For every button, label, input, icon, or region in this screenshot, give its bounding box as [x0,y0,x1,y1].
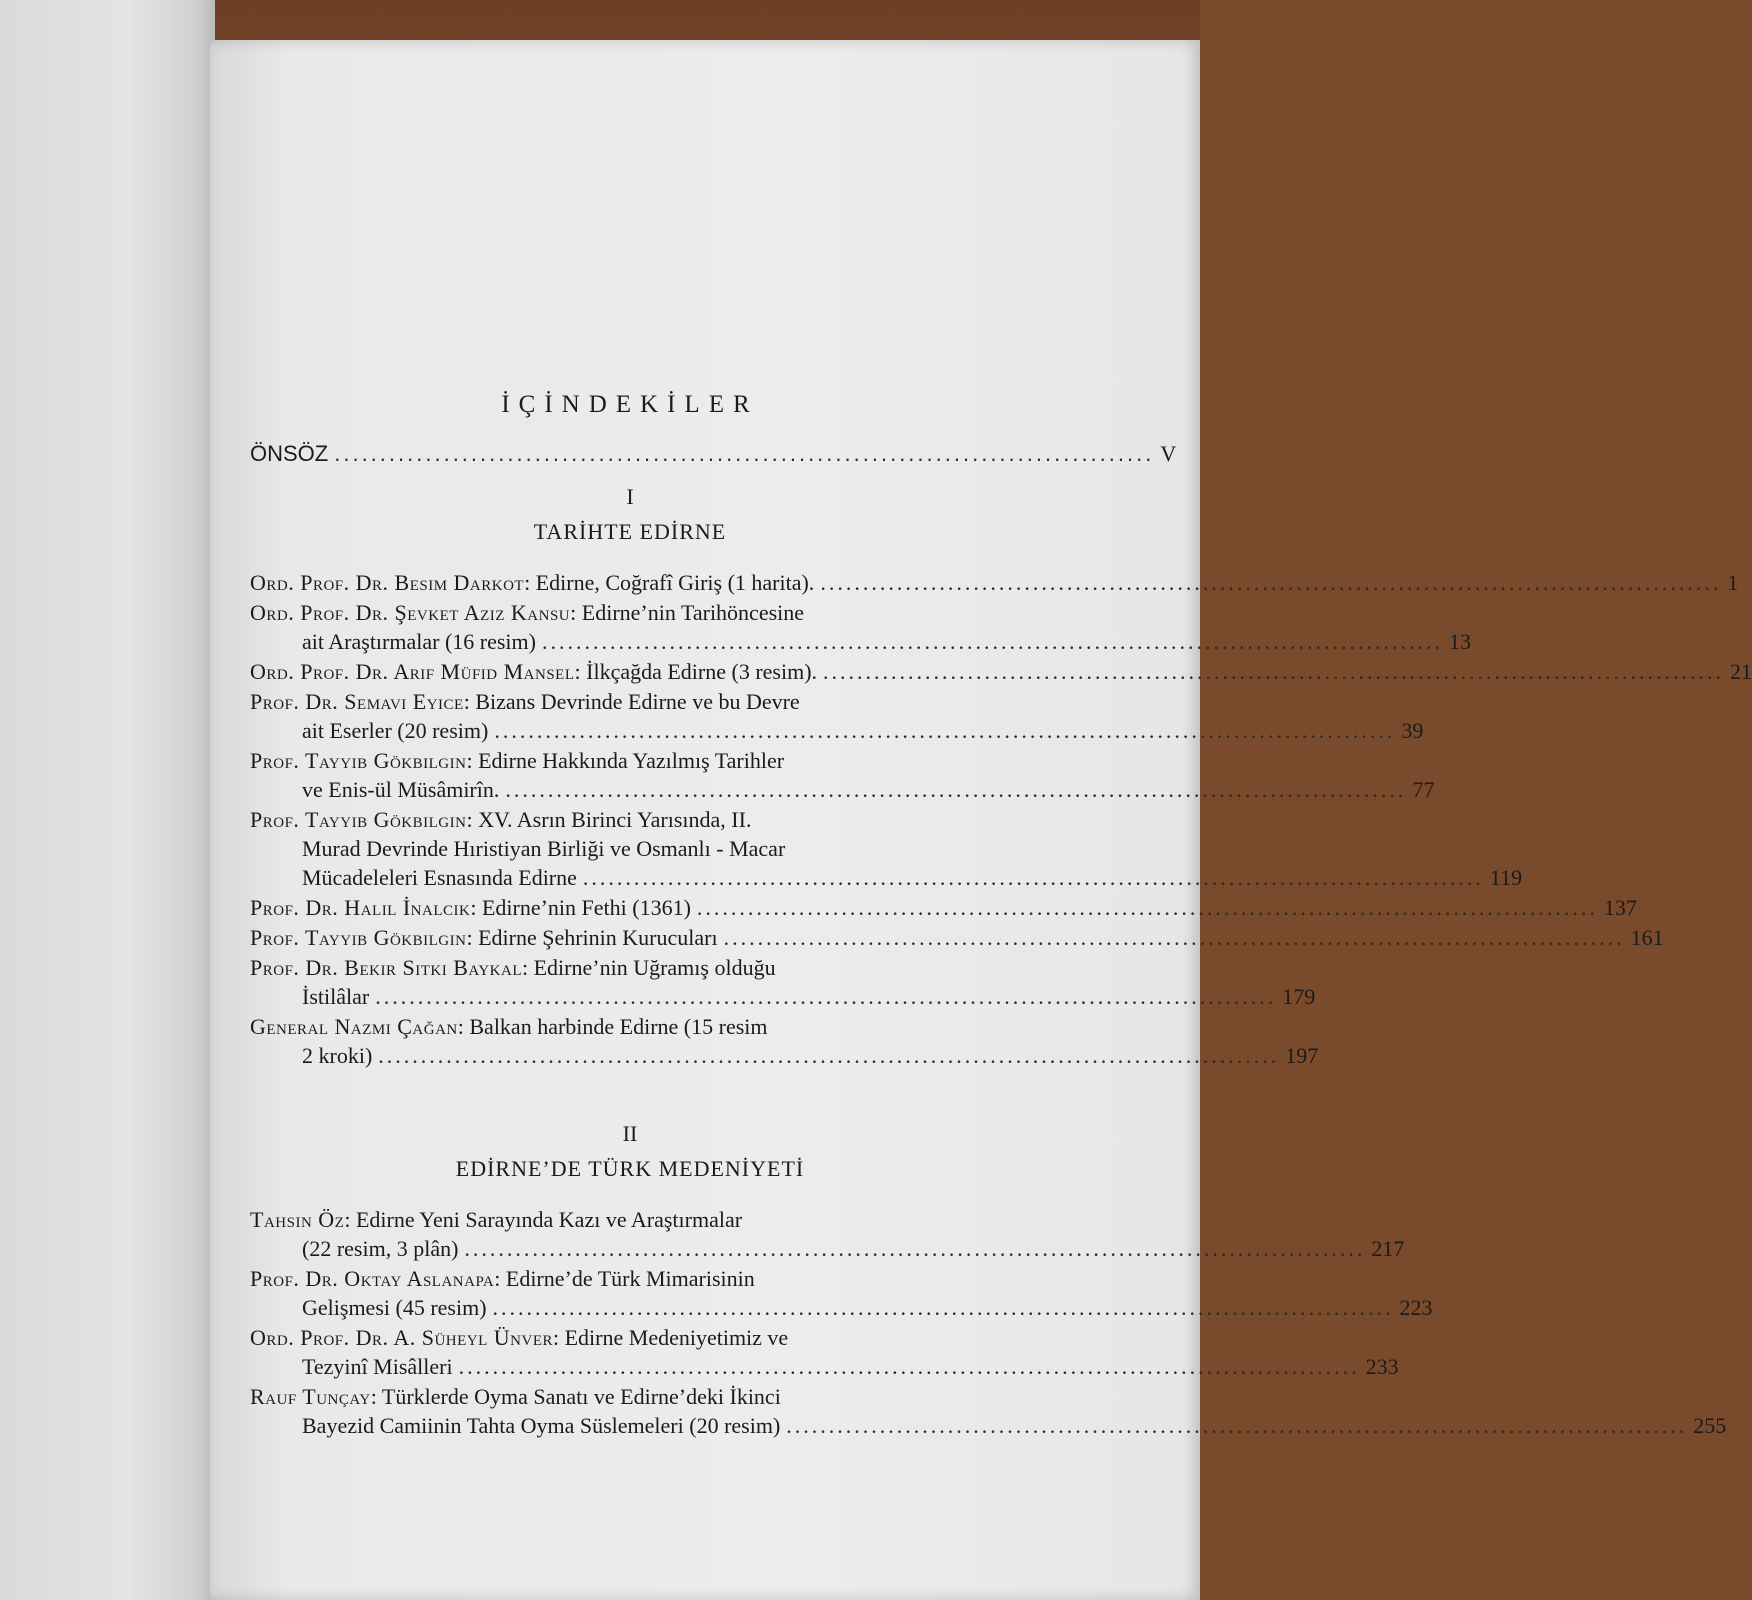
toc-entry-line [250,775,1435,804]
toc-entry-line [250,687,1010,716]
entry-text [302,1352,453,1381]
entry-author: Rauf Tunçay [250,1384,371,1409]
entry-text [250,805,751,834]
entry-page: 179 [1282,984,1316,1009]
entry-text [302,627,536,656]
toc-entry-line [250,1293,1433,1322]
entry-title-part: : Edirne Şehrinin Kurucuları [466,925,718,950]
entry-page: 13 [1448,629,1471,654]
leader-dots: .......................................................................................................... [464,1236,1366,1261]
entry-text [302,1411,780,1440]
toc-entry [250,746,1435,804]
entry-title-part: : Edirne Yeni Sarayında Kazı ve Araştırmalar [344,1207,743,1232]
leader-dots: .......................................................................................... [334,441,1155,466]
toc-entry-line [250,923,1664,952]
entry-author: Prof. Dr. Oktay Aslanapa [250,1266,495,1291]
entry-title-part: : Edirne Medeniyetimiz ve [553,1325,789,1350]
entry-text [302,775,499,804]
entry-page: 137 [1603,895,1637,920]
entry-title-part: Murad Devrinde Hıristiyan Birliği ve Osmanlı - Macar [302,836,786,861]
entry-text [302,863,577,892]
entry-page: 77 [1412,777,1435,802]
entry-page: 255 [1693,1413,1727,1438]
toc-entry-line [250,1041,1319,1070]
toc-entry [250,1382,1727,1440]
toc-entry [250,598,1471,656]
toc-entry-line [250,1205,1010,1234]
entry-title-part: : Edirne, Coğrafî Giriş (1 harita). [524,570,815,595]
entry-title-part: (22 resim, 3 plân) [302,1236,459,1261]
entry-title-part: ait Araştırmalar (16 resim) [302,629,536,654]
entry-text [250,1382,781,1411]
entry-title-part: : Edirne’nin Tarihöncesine [570,600,805,625]
section-entries [250,568,1752,1070]
preface-entry [250,439,1177,468]
entry-text [250,568,814,597]
entry-text [250,1205,742,1234]
entry-page: 161 [1630,925,1664,950]
toc-entry-line [250,716,1424,745]
entry-title-part: Mücadeleleri Esnasında Edirne [302,865,577,890]
leader-dots: .......................................................................................................... [494,718,1396,743]
entry-title-part: : Türklerde Oyma Sanatı ve Edirne’deki İkinci [370,1384,781,1409]
entry-author: Ord. Prof. Dr. Şevket Aziz Kansu [250,600,571,625]
toc-entry-line [250,805,1010,834]
preface-label: ÖNSÖZ [250,441,329,466]
left-page [0,0,215,1600]
entry-author: Prof. Tayyib Gökbilgin [250,748,467,773]
page-title: İÇİNDEKİLER [501,391,759,418]
entry-title-part: 2 kroki) [302,1043,373,1068]
entry-page: 233 [1365,1354,1399,1379]
entry-title-part: : XV. Asrın Birinci Yarısında, II. [466,807,752,832]
entry-page: 1 [1727,570,1739,595]
entry-author: General Nazmi Çağan [250,1014,458,1039]
toc-entry-line [250,982,1316,1011]
entry-title-part: Tezyinî Misâlleri [302,1354,453,1379]
entry-page: 119 [1489,865,1523,890]
entry-text [302,834,785,863]
entry-text [250,953,776,982]
entry-author: Prof. Tayyib Gökbilgin [250,807,467,832]
section-entries [250,1205,1727,1440]
entry-page: 217 [1371,1236,1405,1261]
toc-entry-line [250,953,1010,982]
entry-author: Prof. Dr. Bekir Sıtkı Baykal [250,955,522,980]
table-of-contents [250,340,1752,1441]
leader-dots: .......................................................................................................... [696,895,1598,920]
toc-entry [250,1264,1433,1322]
entry-page: 197 [1285,1043,1319,1068]
toc-entry-line [250,893,1637,922]
entry-title-part: Bayezid Camiinin Tahta Oyma Süslemeleri (20 resim) [302,1413,781,1438]
entry-text [250,1012,768,1041]
leader-dots: .......................................................................................................... [786,1413,1688,1438]
toc-entry-line [250,746,1010,775]
entry-text [250,746,784,775]
entry-author: Ord. Prof. Dr. A. Süheyl Ünver [250,1325,553,1350]
toc-entry [250,1323,1399,1381]
toc-entry [250,805,1523,892]
entry-title-part: : Edirne’nin Fethi (1361) [470,895,691,920]
entry-text [302,1293,487,1322]
entry-title-part: İstilâlar [302,984,370,1009]
entry-text [250,923,718,952]
toc-entry-line [250,627,1471,656]
toc-entry [250,568,1739,597]
entry-page: 39 [1401,718,1424,743]
entry-text [250,1323,788,1352]
toc-entry [250,1012,1319,1070]
leader-dots: .......................................................................................................... [823,659,1725,684]
entry-author: Tahsin Öz [250,1207,345,1232]
section-title: TARİHTE EDİRNE [533,519,727,544]
entry-title-part: ait Eserler (20 resim) [302,718,489,743]
toc-entry-line [250,568,1739,597]
toc-entry [250,953,1316,1011]
toc-entry [250,923,1664,952]
toc-entry-line [250,834,1010,863]
entry-title-part: : Edirne’de Türk Mimarisinin [494,1266,755,1291]
toc-entry-line [250,1352,1399,1381]
entry-author: Prof. Dr. Semavi Eyice [250,689,464,714]
entry-text [302,1234,458,1263]
toc-entry [250,1205,1405,1263]
book-page [210,40,1752,1600]
entry-text [250,687,800,716]
section-number: II [622,1121,638,1146]
entry-title-part: : Balkan harbinde Edirne (15 resim [457,1014,768,1039]
entry-text [250,598,804,627]
entry-text [302,1041,372,1070]
toc-entry-line [250,1264,1010,1293]
entry-text [302,716,488,745]
entry-title-part: : Edirne Hakkında Yazılmış Tarihler [466,748,785,773]
leader-dots: .......................................................................................................... [820,570,1722,595]
leader-dots: .......................................................................................................... [505,777,1407,802]
leader-dots: .......................................................................................................... [492,1295,1394,1320]
entry-author: Ord. Prof. Dr. Besim Darkot [250,570,525,595]
entry-text [250,893,691,922]
leader-dots: .......................................................................................................... [378,1043,1280,1068]
entry-author: Prof. Dr. Halil İnalcık [250,895,471,920]
entry-author: Prof. Tayyib Gökbilgin [250,925,467,950]
toc-entry-line [250,1411,1727,1440]
entry-title-part: : Edirne’nin Uğramış olduğu [522,955,776,980]
toc-entry-line [250,1012,1010,1041]
entry-text [250,1264,755,1293]
section-number: I [626,484,634,509]
preface-page: V [1160,441,1177,466]
entry-author: Ord. Prof. Dr. Arif Müfid Mansel [250,659,575,684]
leader-dots: .......................................................................................................... [458,1354,1360,1379]
toc-entry-line [250,657,1752,686]
entry-title-part: ve Enis-ül Müsâmirîn. [302,777,500,802]
toc-entry-line [250,1323,1010,1352]
leader-dots: .......................................................................................................... [375,984,1277,1009]
entry-page: 21 [1730,659,1752,684]
leader-dots: .......................................................................................................... [723,925,1625,950]
toc-entry-line [250,598,1010,627]
entry-title-part: : Bizans Devrinde Edirne ve bu Devre [463,689,800,714]
leader-dots: .......................................................................................................... [582,865,1484,890]
toc-entry [250,657,1752,686]
entry-text [302,982,369,1011]
toc-entry-line [250,1382,1010,1411]
section-title: EDİRNE’DE TÜRK MEDENİYETİ [455,1156,805,1181]
toc-entry [250,893,1637,922]
entry-title-part: : İlkçağda Edirne (3 resim). [574,659,818,684]
entry-text [250,657,817,686]
entry-title-part: Gelişmesi (45 resim) [302,1295,487,1320]
toc-entry [250,687,1424,745]
leader-dots: .......................................................................................................... [541,629,1443,654]
toc-entry-line [250,863,1523,892]
entry-page: 223 [1399,1295,1433,1320]
toc-entry-line [250,1234,1405,1263]
